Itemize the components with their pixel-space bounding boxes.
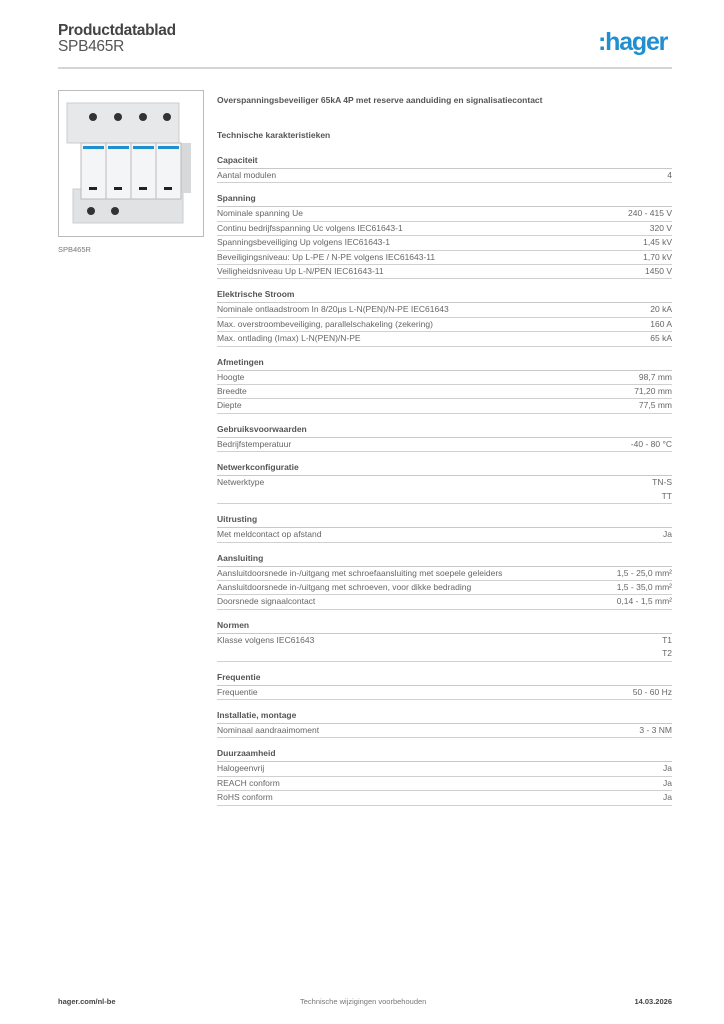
spec-row: [217, 595, 672, 609]
spec-value: [663, 762, 672, 775]
spec-group-heading: Aansluiting: [217, 553, 672, 567]
spec-row: [217, 762, 672, 776]
spec-value-line: 0,14 - 1,5 mm²: [616, 596, 672, 607]
spec-value-line: Ja: [663, 792, 672, 803]
spec-value-line: 77,5 mm: [638, 400, 672, 411]
product-description: Overspanningsbeveiliger 65kA 4P met reserve aanduiding en signalisatiecontact: [217, 95, 543, 105]
spec-groups: [217, 155, 672, 806]
spec-group-heading: Gebruiksvoorwaarden: [217, 424, 672, 438]
spec-row: [217, 438, 672, 452]
spec-label: REACH conform: [217, 777, 280, 788]
spec-value-line: 1,5 - 25,0 mm²: [616, 567, 672, 578]
surge-protector-illustration: [63, 99, 195, 231]
image-caption: SPB465R: [58, 245, 91, 254]
spec-row: [217, 303, 672, 317]
spec-value: [617, 581, 672, 594]
spec-row: [217, 634, 672, 662]
spec-label: Breedte: [217, 386, 247, 397]
spec-group: [217, 357, 672, 414]
product-image: [58, 90, 204, 237]
footer-date: 14.03.2026: [634, 997, 672, 1006]
spec-value: [617, 595, 672, 608]
spec-group-heading: Capaciteit: [217, 155, 672, 169]
spec-label: Met meldcontact op afstand: [217, 529, 322, 540]
spec-label: RoHS conform: [217, 792, 273, 803]
spec-value: [628, 207, 672, 220]
spec-row: [217, 686, 672, 700]
spec-group: [217, 553, 672, 610]
spec-row: [217, 371, 672, 385]
spec-value-line: 1,70 kV: [643, 251, 672, 262]
spec-value-line: Ja: [663, 529, 672, 540]
spec-group: [217, 620, 672, 662]
spec-row: [217, 236, 672, 250]
spec-value-line: T1: [662, 634, 672, 645]
spec-value-line: 71,20 mm: [634, 386, 672, 397]
spec-value: [663, 777, 672, 790]
spec-value-line: 1,5 - 35,0 mm²: [616, 581, 672, 592]
spec-label: Bedrijfstemperatuur: [217, 438, 292, 449]
spec-label: Doorsnede signaalcontact: [217, 596, 316, 607]
spec-value-line: 65 kA: [650, 333, 672, 344]
header-divider: [58, 67, 672, 69]
spec-value: [650, 222, 672, 235]
spec-group: [217, 514, 672, 542]
spec-group-heading: Duurzaamheid: [217, 748, 672, 762]
product-code: SPB465R: [58, 38, 124, 55]
page-title: Productdatablad: [58, 22, 176, 39]
spec-group: [217, 155, 672, 183]
spec-row: [217, 528, 672, 542]
spec-row: [217, 265, 672, 279]
spec-label: Spanningsbeveiliging Up volgens IEC61643-1: [217, 237, 390, 248]
spec-value: [645, 265, 672, 278]
spec-group-heading: Spanning: [217, 193, 672, 207]
spec-row: [217, 724, 672, 738]
spec-value: [650, 303, 672, 316]
spec-group: [217, 424, 672, 452]
spec-value: [643, 236, 672, 249]
spec-value: [643, 251, 672, 264]
spec-row: [217, 581, 672, 595]
spec-group-heading: Netwerkconfiguratie: [217, 462, 672, 476]
spec-value: [617, 567, 672, 580]
spec-label: Hoogte: [217, 371, 245, 382]
footer-notice: Technische wijzigingen voorbehouden: [300, 997, 427, 1006]
spec-value-line: 3 - 3 NM: [639, 724, 672, 735]
footer-website[interactable]: hager.com/nl-be: [58, 997, 116, 1006]
spec-row: [217, 399, 672, 413]
spec-value-line: -40 - 80 °C: [630, 438, 672, 449]
spec-value: [663, 528, 672, 541]
hager-logo: :hager: [598, 28, 668, 56]
spec-label: Frequentie: [217, 686, 258, 697]
spec-value-line: T2: [662, 648, 672, 659]
spec-value-line: 320 V: [649, 222, 672, 233]
spec-value: [662, 634, 672, 661]
spec-group-heading: Afmetingen: [217, 357, 672, 371]
spec-row: [217, 476, 672, 504]
spec-group: [217, 193, 672, 279]
spec-row: [217, 251, 672, 265]
spec-label: Aantal modulen: [217, 170, 277, 180]
spec-group-heading: Frequentie: [217, 672, 672, 686]
spec-value: [663, 791, 672, 804]
spec-value: [639, 399, 672, 412]
specs-column: [217, 95, 672, 816]
spec-value-line: 240 - 415 V: [628, 208, 672, 219]
spec-group: [217, 462, 672, 504]
spec-group-heading: Elektrische Stroom: [217, 289, 672, 303]
spec-row: [217, 791, 672, 805]
spec-label: Aansluitdoorsnede in-/uitgang met schroefaansluiting met soepele geleiders: [217, 567, 503, 578]
spec-row: [217, 567, 672, 581]
spec-value: [652, 476, 672, 503]
spec-label: Aansluitdoorsnede in-/uitgang met schroeven, voor dikke bedrading: [217, 581, 472, 592]
spec-label: Halogeenvrij: [217, 763, 265, 774]
spec-value: [633, 686, 672, 699]
spec-group-heading: Normen: [217, 620, 672, 634]
spec-label: Beveiligingsniveau: Up L-PE / N-PE volgens IEC61643-11: [217, 251, 436, 262]
spec-value-line: 98,7 mm: [638, 371, 672, 382]
spec-value-line: 4: [667, 170, 672, 180]
spec-value: [650, 318, 672, 331]
spec-label: Max. ontlading (Imax) L-N(PEN)/N-PE: [217, 333, 361, 344]
spec-group: [217, 289, 672, 346]
spec-group: [217, 748, 672, 805]
spec-label: Netwerktype: [217, 477, 265, 488]
spec-value-line: 1450 V: [645, 266, 672, 277]
spec-row: [217, 169, 672, 183]
spec-row: [217, 207, 672, 221]
spec-value-line: 160 A: [650, 318, 672, 329]
spec-label: Nominaal aandraaimoment: [217, 724, 320, 735]
spec-row: [217, 222, 672, 236]
section-title: Technische karakteristieken: [217, 130, 331, 140]
spec-value-line: TN-S: [652, 477, 672, 488]
spec-value-line: 50 - 60 Hz: [632, 686, 672, 697]
spec-value-line: Ja: [663, 777, 672, 788]
spec-value: [650, 332, 672, 345]
spec-row: [217, 332, 672, 346]
spec-group-heading: Uitrusting: [217, 514, 672, 528]
spec-label: Nominale spanning Ue: [217, 208, 303, 219]
spec-value-line: TT: [661, 490, 672, 501]
spec-group: [217, 710, 672, 738]
spec-label: Max. overstroombeveiliging, parallelschakeling (zekering): [217, 318, 433, 329]
spec-label: Veiligheidsniveau Up L-N/PEN IEC61643-11: [217, 266, 384, 277]
spec-group-heading: Installatie, montage: [217, 710, 672, 724]
spec-value-line: 20 kA: [650, 304, 672, 315]
spec-label: Diepte: [217, 400, 242, 411]
spec-value: [631, 438, 672, 451]
spec-label: Klasse volgens IEC61643: [217, 634, 315, 645]
spec-label: Nominale ontlaadstroom In 8/20µs L-N(PEN)/N-PE IEC61643: [217, 304, 449, 315]
spec-row: [217, 318, 672, 332]
spec-value: [634, 385, 672, 398]
spec-row: [217, 385, 672, 399]
spec-value: [667, 169, 672, 182]
spec-value-line: Ja: [663, 763, 672, 774]
spec-label: Continu bedrijfsspanning Uc volgens IEC61643-1: [217, 222, 403, 233]
spec-row: [217, 777, 672, 791]
spec-value: [639, 724, 672, 737]
spec-group: [217, 672, 672, 700]
spec-value: [639, 371, 672, 384]
spec-value-line: 1,45 kV: [643, 237, 672, 248]
